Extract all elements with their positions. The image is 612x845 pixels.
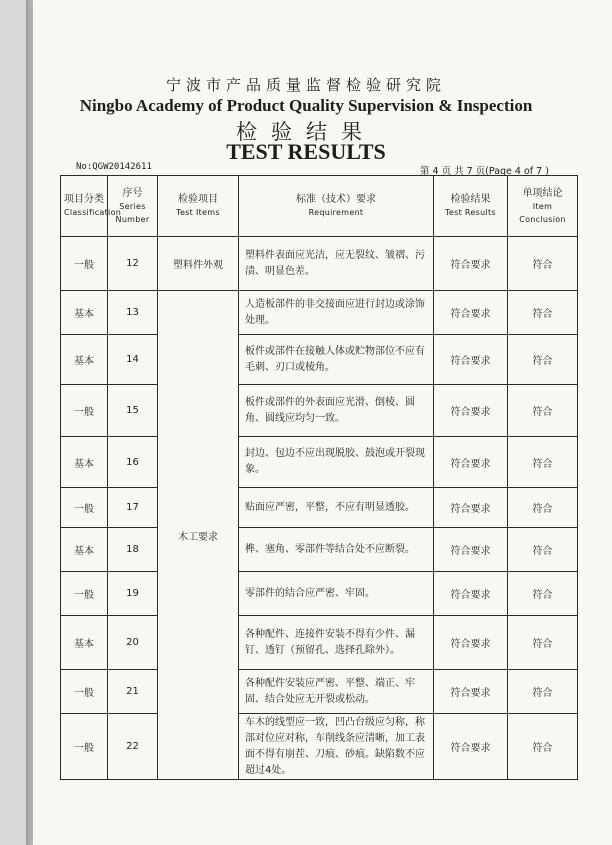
cell-classification: 基本 xyxy=(61,291,108,335)
cell-conclusion: 符合 xyxy=(508,714,578,780)
table-row xyxy=(61,437,578,488)
cell-classification: 基本 xyxy=(61,335,108,385)
cell-requirement: 各种配件、连接件安装不得有少件、漏钉、透钉（预留孔、选择孔除外）。 xyxy=(239,616,434,670)
header-series-number-cn: 序号 xyxy=(122,187,143,199)
cell-series-number: 20 xyxy=(108,616,158,670)
cell-test-result: 符合要求 xyxy=(434,572,508,616)
table-row xyxy=(61,335,578,385)
header-item-conclusion-cn: 单项结论 xyxy=(522,187,563,199)
cell-series-number: 17 xyxy=(108,488,158,528)
header-requirement-en: Requirement xyxy=(308,208,364,217)
header-item-conclusion-en: Item Conclusion xyxy=(519,201,566,224)
cell-classification: 一般 xyxy=(61,488,108,528)
institute-name-cn: 宁波市产品质量监督检验研究院 xyxy=(165,76,446,94)
institute-name-en: Ningbo Academy of Product Quality Supervision & Inspection xyxy=(79,96,533,115)
cell-test-result: 符合要求 xyxy=(434,528,508,572)
header-test-items xyxy=(158,176,239,237)
table-row xyxy=(61,670,578,714)
header-classification-en: Classification xyxy=(64,208,122,217)
cell-classification: 一般 xyxy=(61,670,108,714)
table-row xyxy=(61,616,578,670)
header-classification xyxy=(61,176,122,237)
cell-test-result: 符合要求 xyxy=(434,488,508,528)
cell-test-result: 符合要求 xyxy=(434,437,508,488)
cell-test-item: 塑料件外观 xyxy=(158,237,239,291)
cell-test-item-merged: 木工要求 xyxy=(158,291,239,780)
cell-requirement: 贴面应严密，平整，不应有明显透胶。 xyxy=(239,488,434,528)
cell-series-number: 13 xyxy=(108,291,158,335)
cell-classification: 基本 xyxy=(61,528,108,572)
page-title-en: TEST RESULTS xyxy=(226,139,386,164)
cell-requirement: 塑料件表面应光洁，应无裂纹、皱褶、污渍、明显色差。 xyxy=(239,237,434,291)
page-title-cn: 检验结果 xyxy=(236,120,376,144)
cell-conclusion: 符合 xyxy=(508,572,578,616)
cell-series-number: 22 xyxy=(108,714,158,780)
table-row xyxy=(61,385,578,437)
report-number: No:QGW20142611 xyxy=(76,162,152,172)
cell-classification: 一般 xyxy=(61,714,108,780)
cell-classification: 基本 xyxy=(61,616,108,670)
table-row xyxy=(61,237,578,291)
table-row xyxy=(61,714,578,780)
header-test-items-en: Test Items xyxy=(176,208,220,217)
header-classification-cn: 项目分类 xyxy=(64,194,104,205)
cell-test-result: 符合要求 xyxy=(434,385,508,437)
cell-requirement: 榫、塞角、零部件等结合处不应断裂。 xyxy=(239,528,434,572)
cell-requirement: 零部件的结合应严密、牢固。 xyxy=(239,572,434,616)
cell-conclusion: 符合 xyxy=(508,291,578,335)
table-row xyxy=(61,488,578,528)
cell-test-result: 符合要求 xyxy=(434,670,508,714)
header-test-items-cn: 检验项目 xyxy=(178,194,218,205)
page-indicator: 第 4 页 共 7 页(Page 4 of 7 ) xyxy=(420,166,549,177)
cell-test-result: 符合要求 xyxy=(434,237,508,291)
header-requirement-cn: 标准（技术）要求 xyxy=(296,194,376,205)
cell-series-number: 16 xyxy=(108,437,158,488)
cell-test-result: 符合要求 xyxy=(434,335,508,385)
cell-test-result: 符合要求 xyxy=(434,291,508,335)
cell-test-result: 符合要求 xyxy=(434,616,508,670)
cell-conclusion: 符合 xyxy=(508,335,578,385)
cell-series-number: 21 xyxy=(108,670,158,714)
header-series-number xyxy=(108,176,158,237)
header-series-number-en: Series Number xyxy=(115,201,150,224)
cell-classification: 一般 xyxy=(61,572,108,616)
header-test-results-cn: 检验结果 xyxy=(450,194,491,205)
cell-series-number: 12 xyxy=(108,237,158,291)
cell-classification: 一般 xyxy=(61,237,108,291)
cell-requirement: 车木的线型应一致，凹凸台级应匀称，称部对位应对称，车削线条应清晰，加工表面不得有崩茬、刀痕、砂痕。缺陷数不应超过4处。 xyxy=(239,714,434,780)
cell-requirement: 各种配件安装应严密、平整、端正、牢固、结合处应无开裂或松动。 xyxy=(239,670,434,714)
cell-conclusion: 符合 xyxy=(508,670,578,714)
cell-conclusion: 符合 xyxy=(508,437,578,488)
cell-conclusion: 符合 xyxy=(508,237,578,291)
cell-series-number: 18 xyxy=(108,528,158,572)
cell-conclusion: 符合 xyxy=(508,528,578,572)
cell-series-number: 19 xyxy=(108,572,158,616)
table-row xyxy=(61,528,578,572)
table-header-row xyxy=(61,176,578,237)
header-test-results-en: Test Results xyxy=(445,208,496,217)
results-table xyxy=(60,175,578,780)
table-row xyxy=(61,291,578,335)
cell-requirement: 人造板部件的非交接面应进行封边或涂饰处理。 xyxy=(239,291,434,335)
header-item-conclusion xyxy=(508,176,578,237)
cell-test-result: 符合要求 xyxy=(434,714,508,780)
cell-classification: 一般 xyxy=(61,385,108,437)
table-row xyxy=(61,572,578,616)
cell-requirement: 封边、包边不应出现脱胶、鼓泡或开裂现象。 xyxy=(239,437,434,488)
cell-requirement: 板件或部件的外表面应光滑、倒棱、圆角、圆线应均匀一致。 xyxy=(239,385,434,437)
cell-requirement: 板件或部件在接触人体或贮物部位不应有毛刺、刃口或棱角。 xyxy=(239,335,434,385)
cell-series-number: 15 xyxy=(108,385,158,437)
cell-conclusion: 符合 xyxy=(508,488,578,528)
cell-conclusion: 符合 xyxy=(508,385,578,437)
header-test-results xyxy=(434,176,508,237)
cell-conclusion: 符合 xyxy=(508,616,578,670)
cell-classification: 基本 xyxy=(61,437,108,488)
header-requirement xyxy=(239,176,434,237)
cell-series-number: 14 xyxy=(108,335,158,385)
